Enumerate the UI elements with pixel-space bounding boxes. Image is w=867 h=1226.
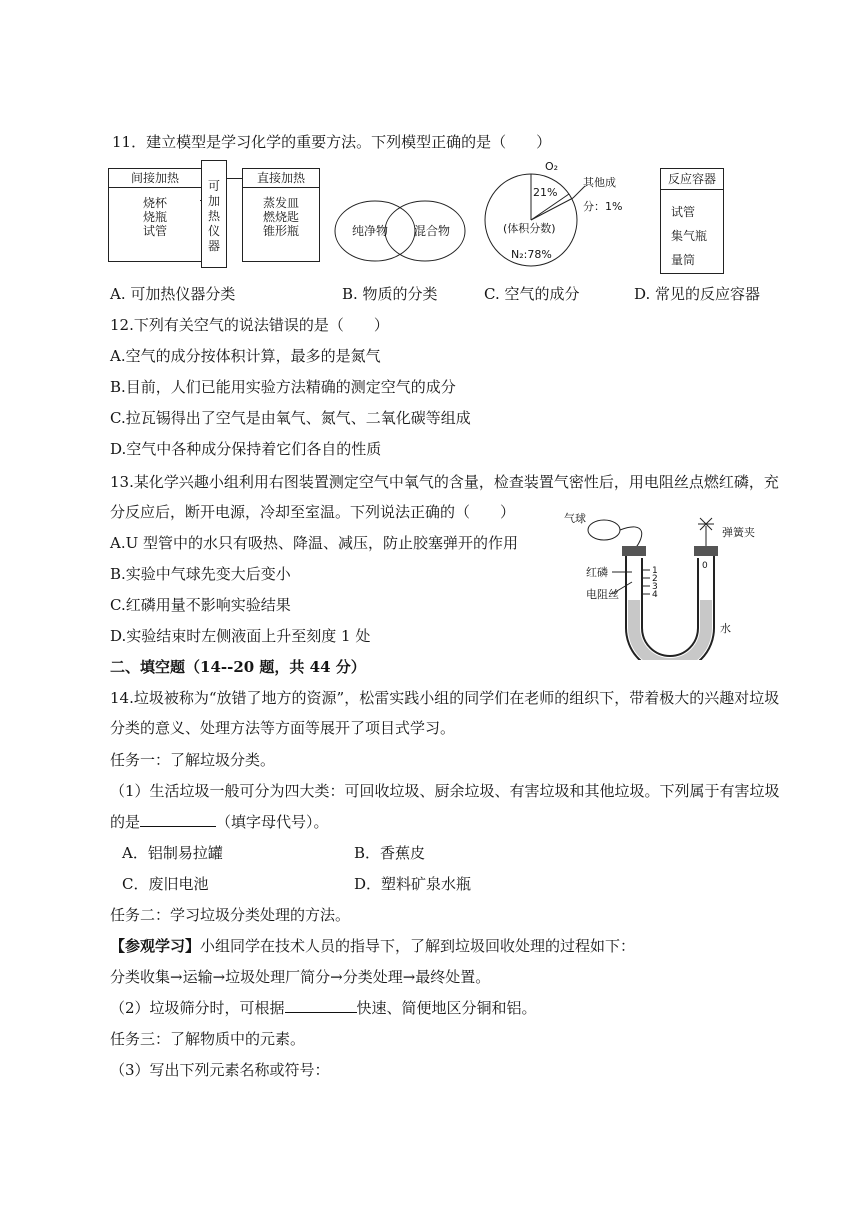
tick-label: 3 <box>652 582 658 592</box>
q14-part2-prefix: （2）垃圾筛分时，可根据 <box>110 999 285 1017</box>
fig-a-left-item: 烧瓶 <box>142 210 167 224</box>
q13-apparatus-figure <box>556 510 756 660</box>
q14-choice-b: B．香蕉皮 <box>354 844 426 862</box>
q14-task1: 任务一：了解垃圾分类。 <box>110 751 276 769</box>
q14-part1-line1: （1）生活垃圾一般可分为四大类：可回收垃圾、厨余垃圾、有害垃圾和其他垃圾。下列属于有害垃圾 <box>110 782 780 800</box>
q11-figure-d <box>660 168 724 274</box>
q14-visit-line <box>110 936 635 956</box>
fig-c-n2: N₂:78% <box>511 248 552 261</box>
fig-c-other-label: 其他成 <box>583 176 616 189</box>
q14-part3: （3）写出下列元素名称或符号： <box>110 1061 330 1079</box>
fig-b-right-label: 混合物 <box>414 224 451 238</box>
fig-a-right-item: 蒸发皿 <box>262 196 299 210</box>
q11-option-d: D. 常见的反应容器 <box>634 285 761 303</box>
fig-a-left-title: 间接加热 <box>109 169 201 188</box>
q14-part2-line <box>110 998 537 1018</box>
zero-label: 0 <box>702 561 708 571</box>
q14-task2: 任务二：学习垃圾分类处理的方法。 <box>110 906 351 924</box>
q13-stem-line1: 13.某化学兴趣小组利用右图装置测定空气中氧气的含量，检查装置气密性后，用电阻丝点燃红磷，充 <box>110 473 779 491</box>
label-phosphorus: 红磷 <box>586 566 608 579</box>
fig-d-title: 反应容器 <box>661 169 723 190</box>
q14-choice-a: A．铝制易拉罐 <box>122 844 223 862</box>
fig-c-center: (体积分数) <box>503 222 556 235</box>
q11-figure-b <box>330 195 470 267</box>
q11-option-c: C. 空气的成分 <box>484 285 580 303</box>
q14-visit-tag: 【参观学习】 <box>110 937 201 955</box>
q14-intro-line1: 14.垃圾被称为“放错了地方的资源”，松雷实践小组的同学们在老师的组织下，带着极大的兴趣对垃圾 <box>110 689 780 707</box>
q14-choice-c: C．废旧电池 <box>122 875 209 893</box>
fig-a-left-item: 烧杯 <box>142 196 167 210</box>
q11-stem: 11．建立模型是学习化学的重要方法。下列模型正确的是（ ） <box>112 133 552 151</box>
q11-option-a: A. 可加热仪器分类 <box>110 285 236 303</box>
q14-choice-d: D．塑料矿泉水瓶 <box>354 875 472 893</box>
label-wire: 电阻丝 <box>586 588 619 601</box>
q11-option-b: B. 物质的分类 <box>342 285 438 303</box>
fig-d-item: 量筒 <box>671 253 696 267</box>
fig-b-left-label: 纯净物 <box>352 224 389 238</box>
fig-a-left-item: 试管 <box>142 224 167 238</box>
tick-label: 4 <box>652 590 658 600</box>
q13-option-b: B.实验中气球先变大后变小 <box>110 565 291 583</box>
q12-option-c: C.拉瓦锡得出了空气是由氧气、氮气、二氧化碳等组成 <box>110 409 471 427</box>
q14-part1-line2 <box>110 812 329 832</box>
fig-a-right-title: 直接加热 <box>243 169 319 188</box>
q14-part1-prefix: 的是 <box>110 813 141 831</box>
fig-c-o2-pct: 21% <box>533 186 558 199</box>
fig-d-item: 集气瓶 <box>671 229 708 243</box>
tick-label: 2 <box>652 574 658 584</box>
q13-stem-line2: 分反应后，断开电源，冷却至室温。下列说法正确的（ ） <box>110 503 516 521</box>
q14-intro-line2: 分类的意义、处理方法等方面等展开了项目式学习。 <box>110 719 456 737</box>
fig-c-o2-label: O₂ <box>545 160 559 173</box>
q13-option-a: A.U 型管中的水只有吸热、降温、减压，防止胶塞弹开的作用 <box>110 534 519 552</box>
label-clip: 弹簧夹 <box>722 526 755 539</box>
label-balloon: 气球 <box>564 512 586 525</box>
q14-part2-suffix: 快速、简便地区分铜和铝。 <box>356 999 537 1017</box>
q11-figure-a <box>108 160 320 270</box>
q14-visit-text: 小组同学在技术人员的指导下，了解到垃圾回收处理的过程如下： <box>200 937 636 955</box>
tick-label: 1 <box>652 566 658 576</box>
fig-a-center-label: 可加热仪器 <box>208 179 221 253</box>
q14-part1-suffix: （填字母代号）。 <box>216 813 329 831</box>
fig-c-other-label2: 分：1% <box>583 200 623 213</box>
q12-option-b: B.目前，人们已能用实验方法精确的测定空气的成分 <box>110 378 456 396</box>
q12-stem: 12.下列有关空气的说法错误的是（ ） <box>110 316 389 334</box>
answer-blank-1[interactable] <box>140 812 216 827</box>
answer-blank-2[interactable] <box>285 998 357 1013</box>
section-2-heading: 二、填空题（14--20 题，共 44 分） <box>110 658 366 676</box>
fig-a-right-item: 锥形瓶 <box>262 224 299 238</box>
q12-option-a: A.空气的成分按体积计算，最多的是氮气 <box>110 347 381 365</box>
q14-task3: 任务三：了解物质中的元素。 <box>110 1030 306 1048</box>
fig-d-item: 试管 <box>671 205 696 219</box>
q13-option-c: C.红磷用量不影响实验结果 <box>110 596 291 614</box>
label-water: 水 <box>720 622 731 635</box>
q12-option-d: D.空气中各种成分保持着它们各自的性质 <box>110 440 382 458</box>
q11-figure-c <box>475 158 635 270</box>
fig-a-right-item: 燃烧匙 <box>262 210 299 224</box>
q13-option-d: D.实验结束时左侧液面上升至刻度 1 处 <box>110 627 371 645</box>
q14-flow: 分类收集→运输→垃圾处理厂简分→分类处理→最终处置。 <box>110 968 491 986</box>
